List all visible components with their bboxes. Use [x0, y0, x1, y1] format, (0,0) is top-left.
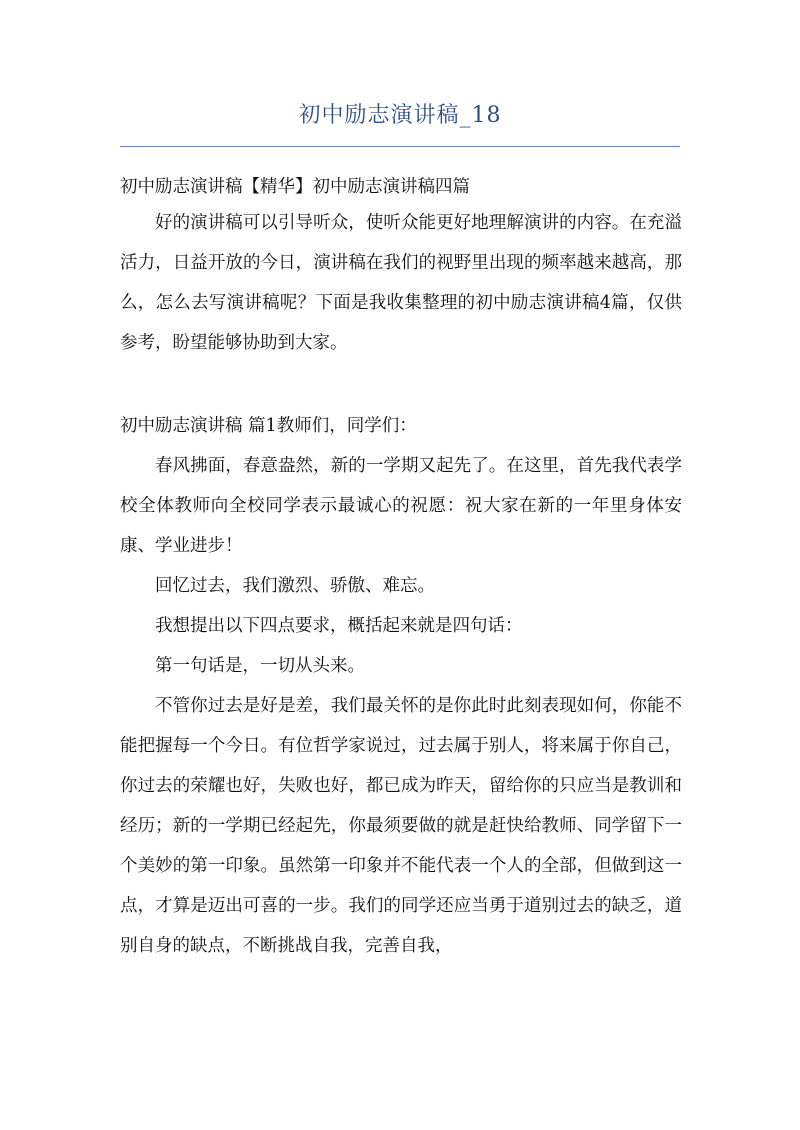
document-subtitle: 初中励志演讲稿【精华】初中励志演讲稿四篇: [120, 177, 470, 197]
section-heading: 初中励志演讲稿 篇1教师们，同学们：: [120, 416, 417, 436]
body-paragraph: 不管你过去是好是差，我们最关怀的是你此时此刻表现如何，你能不能把握每一个今日。有位哲学家说过，过去属于别人，将来属于你自己，你过去的荣耀也好，失败也好，都已成为昨天，留给你的只应当是教训和经历；新的一学期已经起先，你最须要做的就是赶快给教师、同学留下一个美妙的第一印象。虽然第一印象并不能代表一个人的全部，但做到这一点，才算是迈出可喜的一步。我们的同学还应当勇于道别过去的缺乏，道别自身的缺点，不断挑战自我，完善自我，: [120, 696, 682, 956]
paragraph-spacer: [120, 363, 682, 406]
body-paragraph: 春风拂面，春意盎然，新的一学期又起先了。在这里，首先我代表学校全体教师向全校同学表示最诚心的祝愿：祝大家在新的一年里身体安康、学业进步！: [120, 456, 682, 556]
body-paragraph: 第一句话是，一切从头来。: [155, 656, 365, 676]
intro-paragraph: 好的演讲稿可以引导听众，使听众能更好地理解演讲的内容。在充溢活力，日益开放的今日，演讲稿在我们的视野里出现的频率越来越高，那么，怎么去写演讲稿呢？下面是我收集整理的初中励志演讲稿4篇，仅供参考，盼望能够协助到大家。: [120, 213, 682, 353]
body-paragraph: 我想提出以下四点要求，概括起来就是四句话：: [155, 616, 523, 636]
title-divider: [120, 146, 680, 147]
page-title: 初中励志演讲稿_18: [298, 103, 502, 128]
body-paragraph: 回忆过去，我们激烈、骄傲、难忘。: [155, 576, 435, 596]
document-body: [120, 171, 682, 966]
